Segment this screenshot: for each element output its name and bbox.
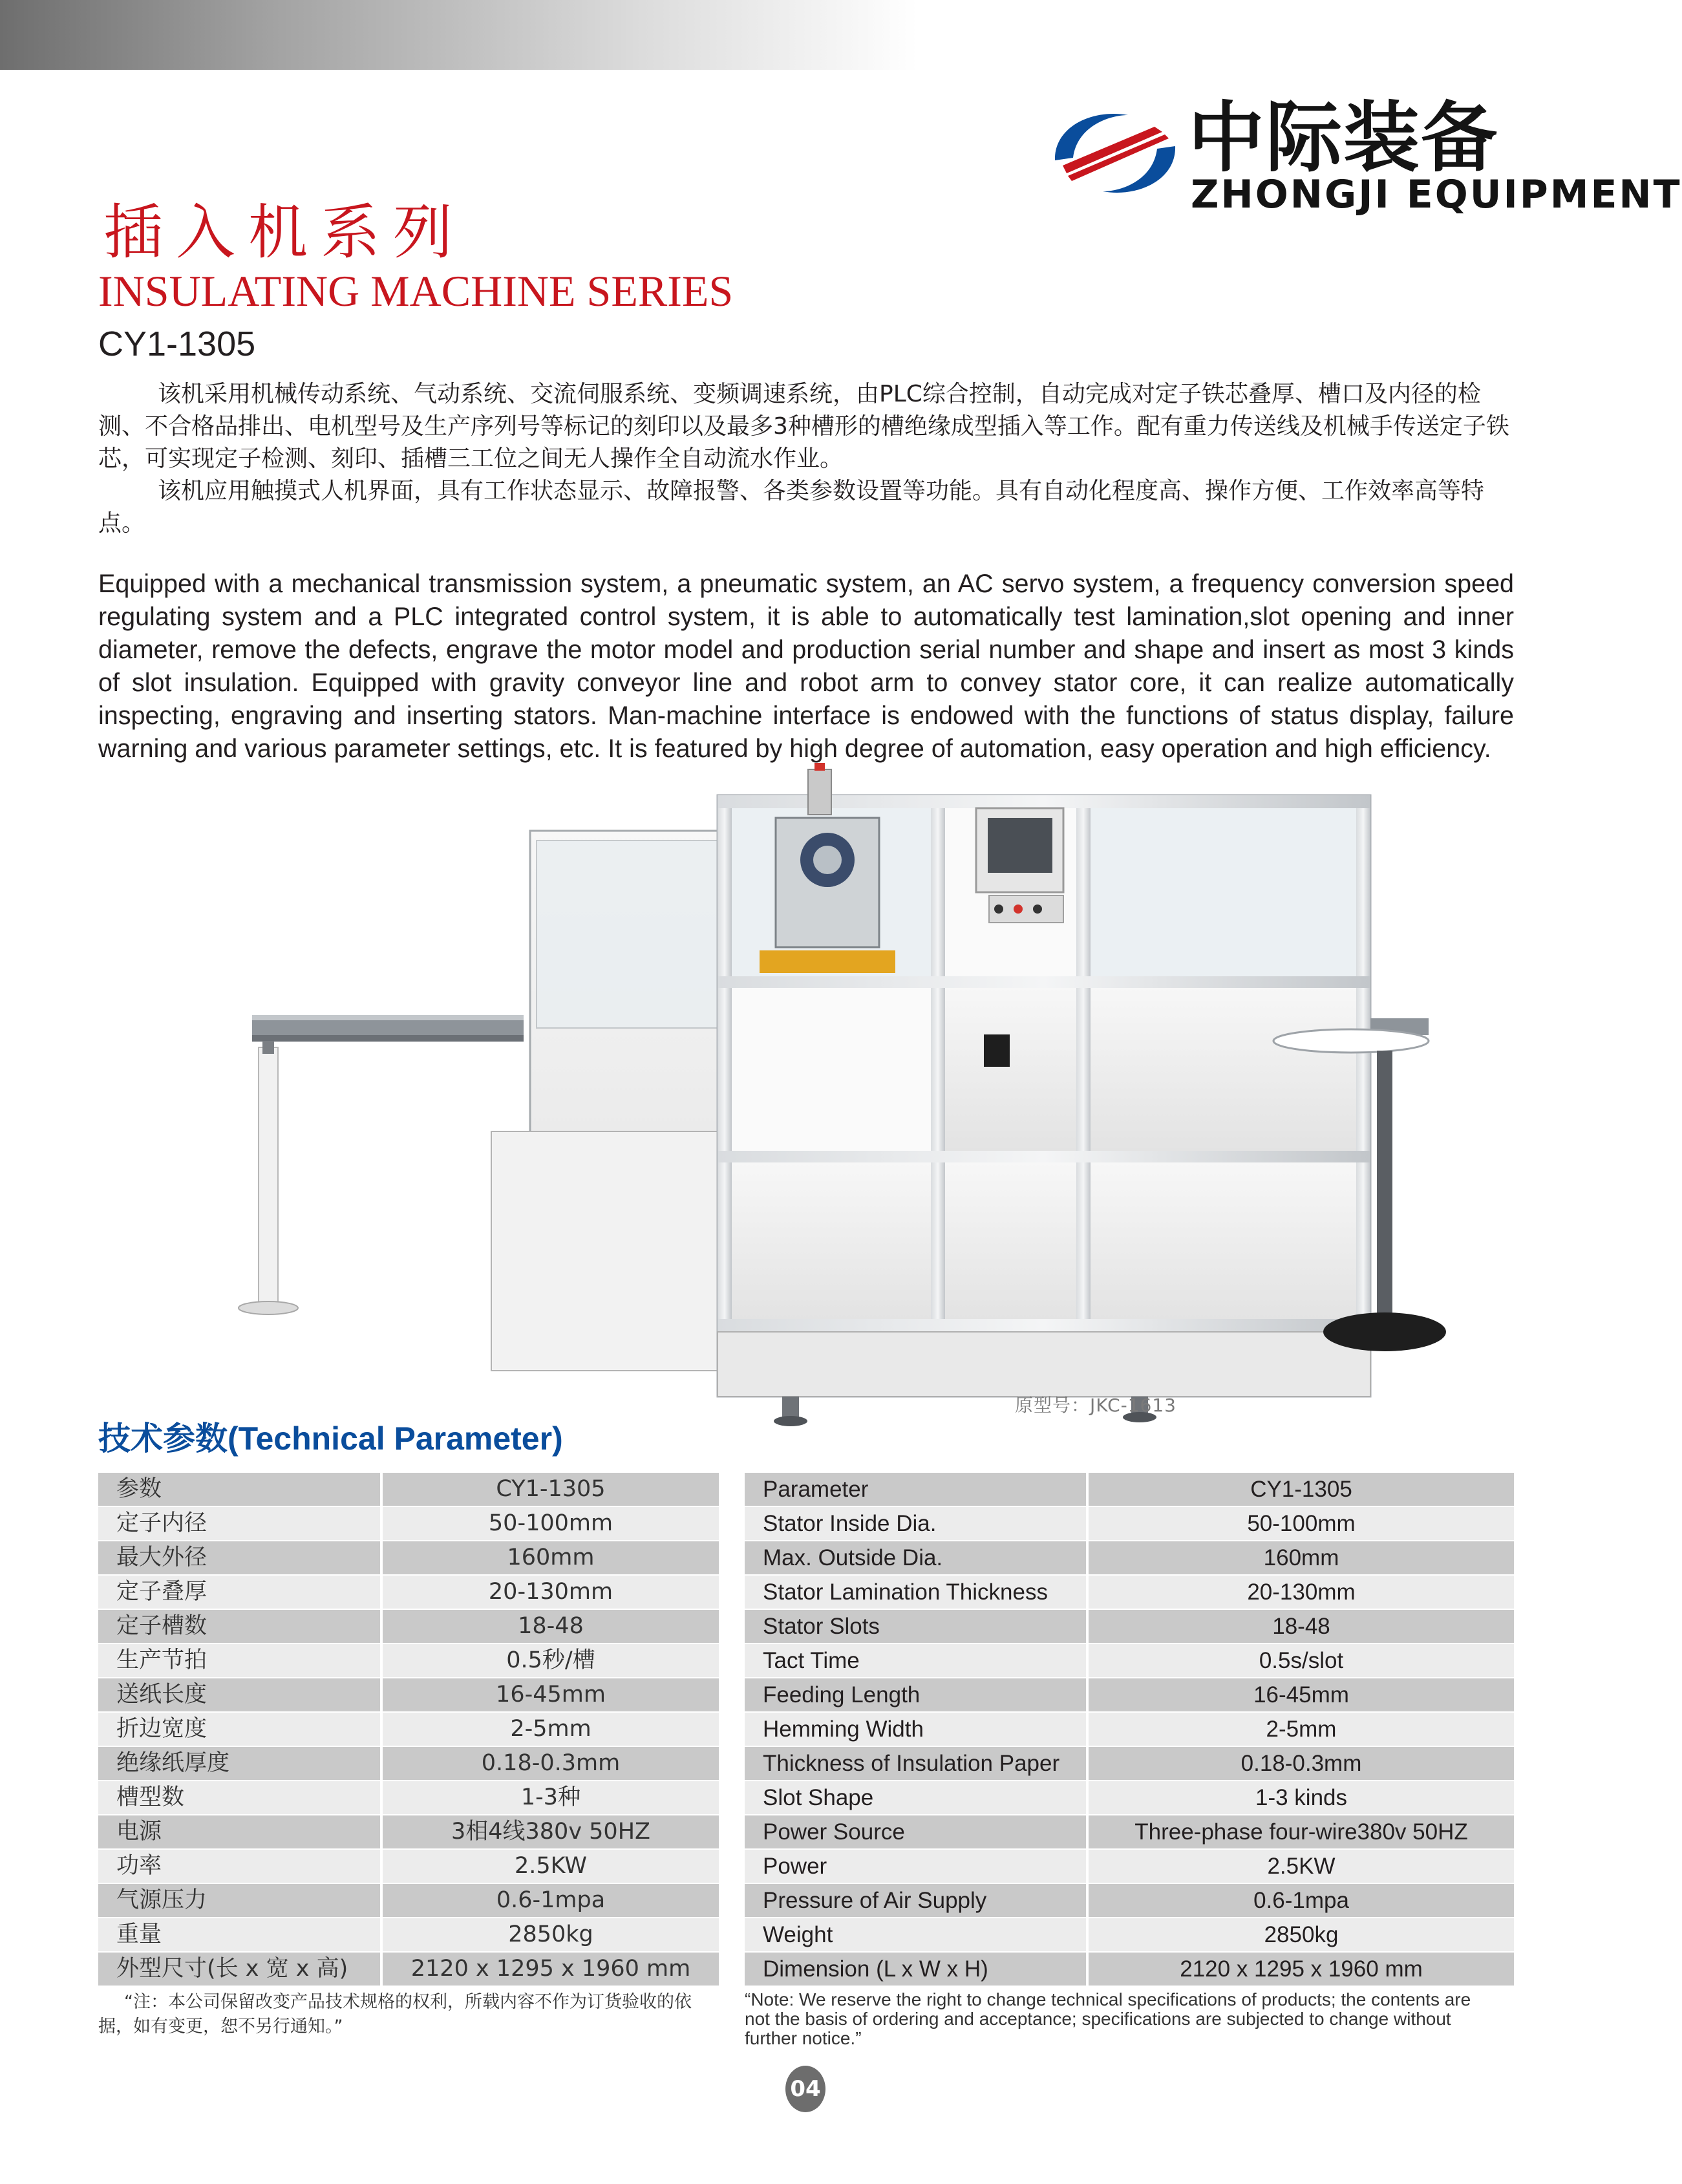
technical-parameter-heading-cn: 技术参数 [98,1420,228,1457]
parameter-name-cell: 生产节拍 [98,1643,381,1678]
parameter-value-cell: 2.5KW [381,1849,719,1883]
brand-logo [1047,93,1682,219]
table-row [98,1781,719,1815]
parameter-value-cell: 0.5s/slot [1087,1643,1514,1678]
parameter-name-cell: 槽型数 [98,1781,381,1815]
table-row [745,1781,1514,1815]
parameter-value-cell: 20-130mm [1087,1575,1514,1609]
parameter-value-cell: 160mm [1087,1541,1514,1575]
table-row [98,1541,719,1575]
parameter-value-cell: 0.18-0.3mm [1087,1746,1514,1781]
parameter-name-cell: 气源压力 [98,1883,381,1918]
parameter-name-cell: Stator Lamination Thickness [745,1575,1087,1609]
table-row [98,1643,719,1678]
spec-table-cn-body [98,1473,719,1986]
table-row [98,1918,719,1952]
table-row [745,1849,1514,1883]
parameter-name-cell: Dimension (L x W x H) [745,1952,1087,1986]
parameter-value-cell: 0.6-1mpa [1087,1883,1514,1918]
table-row [745,1952,1514,1986]
parameter-value-cell: Three-phase four-wire380v 50HZ [1087,1815,1514,1849]
parameter-name-cell: 定子叠厚 [98,1575,381,1609]
technical-parameter-heading-en: (Technical Parameter) [228,1420,563,1457]
parameter-name-cell: Stator Slots [745,1609,1087,1643]
parameter-value-cell: 50-100mm [1087,1506,1514,1541]
disclaimer-en: “Note: We reserve the right to change technical specifications of products; the contents are not the basis of ordering and acceptance; specifications are subjected to change without further notice.” [745,1989,1471,2048]
parameter-value-cell: 1-3 kinds [1087,1781,1514,1815]
parameter-name-cell: Thickness of Insulation Paper [745,1746,1087,1781]
zhongji-logo-icon [1047,101,1183,204]
table-row [98,1575,719,1609]
parameter-value-cell: 2850kg [1087,1918,1514,1952]
table-row [745,1883,1514,1918]
page-number: 04 [785,2066,825,2112]
parameter-value-cell: 2-5mm [1087,1712,1514,1746]
page-title-cn: 插入机系列 [103,198,466,267]
parameter-name-cell: Max. Outside Dia. [745,1541,1087,1575]
gravity-conveyor-left [239,1015,524,1314]
parameter-value-cell: 18-48 [381,1609,719,1643]
brand-name-en: ZHONGJI EQUIPMENT [1191,172,1682,217]
parameter-value-cell: 2120 x 1295 x 1960 mm [381,1952,719,1986]
header-gradient-bar [0,0,918,70]
parameter-name-cell: 功率 [98,1849,381,1883]
parameter-value-cell: 18-48 [1087,1609,1514,1643]
machine-photo [213,763,1429,1435]
table-row [98,1609,719,1643]
parameter-name-cell: Pressure of Air Supply [745,1883,1087,1918]
parameter-name-cell: 送纸长度 [98,1678,381,1712]
parameter-name-cell: 参数 [98,1473,381,1506]
parameter-name-cell: Feeding Length [745,1678,1087,1712]
parameter-value-cell: 16-45mm [381,1678,719,1712]
parameter-name-cell: 电源 [98,1815,381,1849]
parameter-value-cell: 2120 x 1295 x 1960 mm [1087,1952,1514,1986]
parameter-value-cell: 3相4线380v 50HZ [381,1815,719,1849]
table-row [98,1678,719,1712]
model-number: CY1-1305 [98,325,256,363]
table-row [745,1506,1514,1541]
table-row [745,1815,1514,1849]
parameter-name-cell: Power [745,1849,1087,1883]
parameter-value-cell: 1-3种 [381,1781,719,1815]
table-row [745,1473,1514,1506]
parameter-value-cell: CY1-1305 [1087,1473,1514,1506]
table-row [745,1918,1514,1952]
table-row [98,1746,719,1781]
table-row [745,1575,1514,1609]
parameter-name-cell: Weight [745,1918,1087,1952]
parameter-value-cell: 0.18-0.3mm [381,1746,719,1781]
table-row [745,1712,1514,1746]
parameter-name-cell: Parameter [745,1473,1087,1506]
table-row [745,1643,1514,1678]
parameter-value-cell: 20-130mm [381,1575,719,1609]
description-en: Equipped with a mechanical transmission system, a pneumatic system, an AC servo system, a frequency conversion speed regulating system and a PLC integrated control system, it is able to automatically test lamination,slot opening and inner diameter, remove the defects, engrave the motor model and production serial number and shape and insert as most 3 kinds of slot insulation. Equipped with gravity conveyor line and robot arm to convey stator core, it can realize automatically inspecting, engraving and inserting stators. Man-machine interface is endowed with the functions of status display, failure warning and various parameter settings, etc. It is featured by high degree of automation, easy operation and high efficiency. [98,570,1514,763]
parameter-value-cell: 2.5KW [1087,1849,1514,1883]
table-row [745,1678,1514,1712]
spec-table-en [745,1473,1514,1987]
table-row [98,1952,719,1986]
description-cn-paragraph-1: 该机采用机械传动系统、气动系统、交流伺服系统、变频调速系统，由PLC综合控制，自动完成对定子铁芯叠厚、槽口及内径的检测、不合格品排出、电机型号及生产序列号等标记的刻印以及最多3种槽形的槽绝缘成型插入等工作。配有重力传送线及机械手传送定子铁芯，可实现定子检测、刻印、插槽三工位之间无人操作全自动流水作业。 [98,381,1509,472]
parameter-name-cell: 折边宽度 [98,1712,381,1746]
parameter-name-cell: Stator Inside Dia. [745,1506,1087,1541]
technical-parameter-heading [98,1416,563,1461]
description-cn-paragraph-2: 该机应用触摸式人机界面，具有工作状态显示、故障报警、各类参数设置等功能。具有自动化程度高、操作方便、工作效率高等特点。 [98,478,1485,537]
parameter-value-cell: 160mm [381,1541,719,1575]
table-row [745,1609,1514,1643]
disclaimer-cn: “注：本公司保留改变产品技术规格的权利，所载内容不作为订货验收的依据，如有变更，恕不另行通知。” [98,1992,692,2037]
table-row [98,1506,719,1541]
table-row [98,1849,719,1883]
parameter-name-cell: Tact Time [745,1643,1087,1678]
table-row [98,1815,719,1849]
parameter-value-cell: 0.6-1mpa [381,1883,719,1918]
table-row [745,1541,1514,1575]
parameter-name-cell: 绝缘纸厚度 [98,1746,381,1781]
parameter-value-cell: 2-5mm [381,1712,719,1746]
parameter-name-cell: Slot Shape [745,1781,1087,1815]
parameter-value-cell: CY1-1305 [381,1473,719,1506]
parameter-value-cell: 16-45mm [1087,1678,1514,1712]
table-row [745,1746,1514,1781]
parameter-name-cell: 定子内径 [98,1506,381,1541]
parameter-value-cell: 0.5秒/槽 [381,1643,719,1678]
table-row [98,1473,719,1506]
parameter-value-cell: 2850kg [381,1918,719,1952]
parameter-value-cell: 50-100mm [381,1506,719,1541]
image-caption: 原型号：JKC-1613 [1015,1395,1177,1416]
parameter-name-cell: Hemming Width [745,1712,1087,1746]
spec-table-cn [98,1473,719,1987]
table-row [98,1712,719,1746]
brand-name-cn: 中际装备 [1188,93,1499,182]
parameter-name-cell: 重量 [98,1918,381,1952]
parameter-name-cell: 最大外径 [98,1541,381,1575]
table-row [98,1883,719,1918]
parameter-name-cell: 外型尺寸(长 x 宽 x 高) [98,1952,381,1986]
spec-table-en-body [745,1473,1514,1986]
parameter-name-cell: Power Source [745,1815,1087,1849]
description-cn [98,378,1514,540]
parameter-name-cell: 定子槽数 [98,1609,381,1643]
page-title-en: INSULATING MACHINE SERIES [98,266,734,316]
